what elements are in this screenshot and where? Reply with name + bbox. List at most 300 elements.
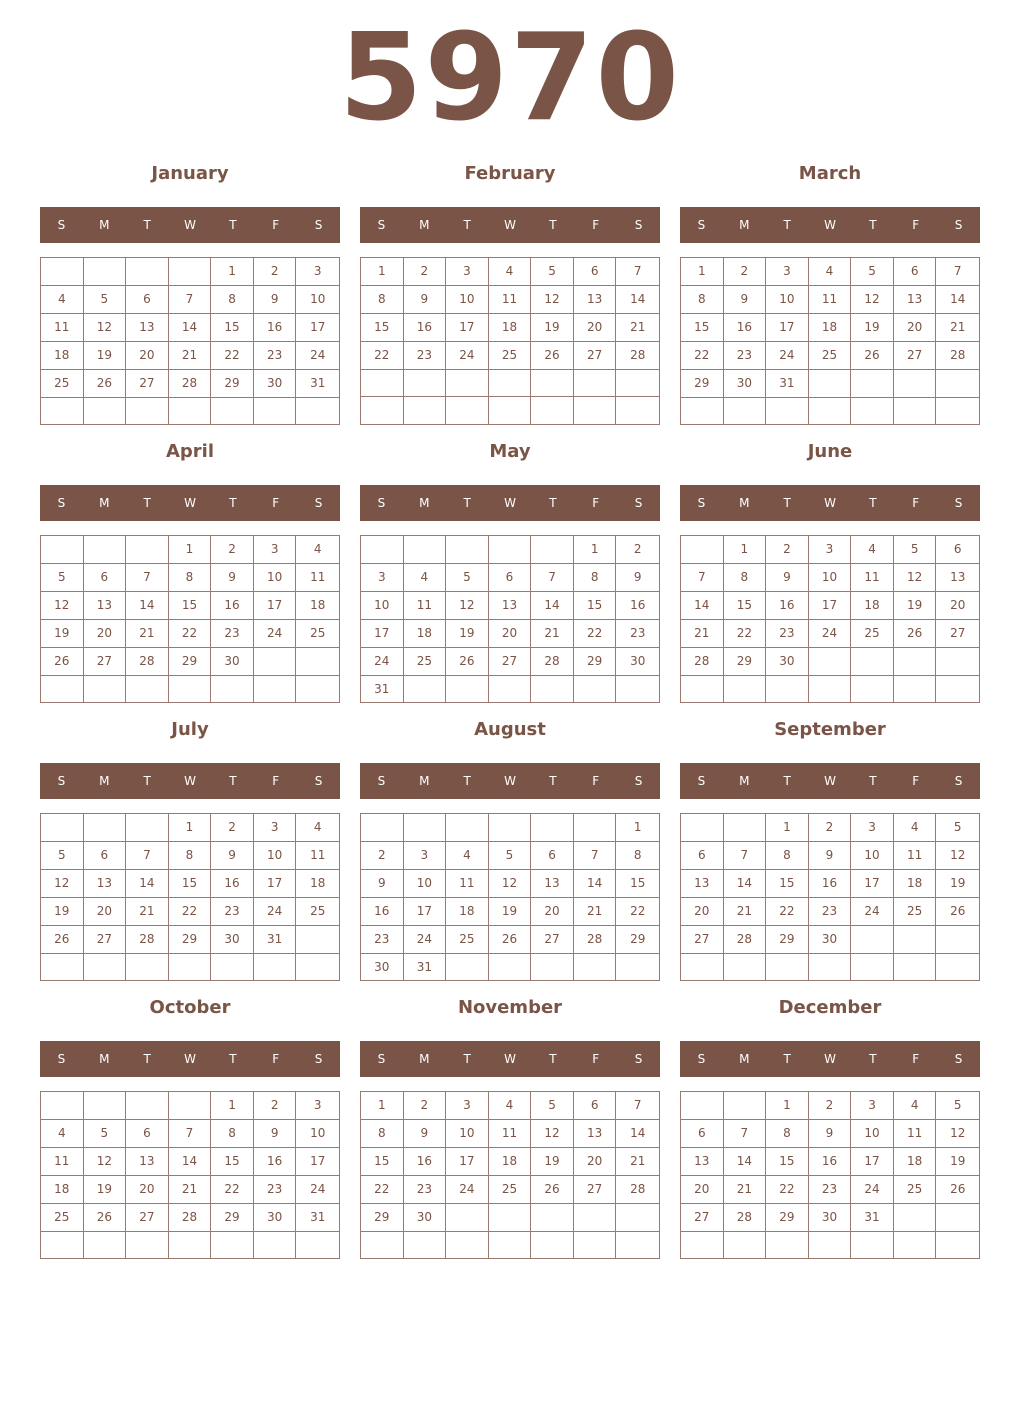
- day-cell: 19: [446, 620, 489, 648]
- weekday-label: S: [314, 774, 323, 788]
- day-cell: 2: [361, 842, 404, 870]
- empty-day-cell: [894, 398, 937, 424]
- day-cell: 15: [766, 870, 809, 898]
- weekday-label: T: [869, 496, 877, 510]
- weekday-label: M: [99, 1052, 110, 1066]
- day-cell: 4: [489, 1092, 532, 1120]
- day-cell: 3: [851, 1092, 894, 1120]
- day-cell: 16: [809, 1148, 852, 1176]
- day-cell: 2: [809, 814, 852, 842]
- empty-day-cell: [489, 676, 532, 703]
- empty-day-cell: [809, 648, 852, 676]
- empty-day-cell: [254, 1232, 297, 1258]
- empty-day-cell: [169, 1232, 212, 1258]
- day-cell: 9: [211, 564, 254, 592]
- empty-day-cell: [809, 954, 852, 980]
- day-cell: 5: [41, 842, 84, 870]
- day-cell: 30: [404, 1204, 447, 1232]
- day-cell: 26: [84, 1204, 127, 1232]
- day-grid: [40, 813, 340, 981]
- day-cell: 17: [851, 1148, 894, 1176]
- weekday-label: S: [954, 218, 963, 232]
- day-cell: 8: [724, 564, 767, 592]
- day-cell: 25: [809, 342, 852, 370]
- empty-day-cell: [681, 1092, 724, 1120]
- empty-day-cell: [211, 954, 254, 980]
- day-cell: 1: [724, 536, 767, 564]
- empty-day-cell: [894, 370, 937, 398]
- day-cell: 14: [126, 592, 169, 620]
- day-cell: 20: [681, 1176, 724, 1204]
- weekday-label: T: [549, 218, 557, 232]
- day-cell: 12: [894, 564, 937, 592]
- empty-day-cell: [296, 926, 339, 954]
- weekday-label: M: [419, 1052, 430, 1066]
- day-cell: 8: [211, 286, 254, 314]
- day-cell: 28: [681, 648, 724, 676]
- day-cell: 24: [254, 620, 297, 648]
- empty-day-cell: [894, 676, 937, 702]
- year-title: 5970: [339, 9, 681, 148]
- day-cell: 4: [404, 564, 447, 592]
- day-cell: 30: [254, 370, 297, 398]
- day-cell: 2: [404, 1092, 447, 1120]
- weekday-label: W: [184, 774, 196, 788]
- day-cell: 3: [404, 842, 447, 870]
- month-title: February: [464, 163, 556, 184]
- day-cell: 10: [296, 286, 339, 314]
- day-cell: 15: [211, 1148, 254, 1176]
- weekday-label: S: [697, 496, 706, 510]
- day-cell: 31: [296, 1204, 339, 1232]
- day-cell: 18: [894, 870, 937, 898]
- weekday-label: W: [184, 1052, 196, 1066]
- empty-day-cell: [489, 370, 532, 397]
- day-cell: 1: [211, 1092, 254, 1120]
- day-cell: 7: [724, 842, 767, 870]
- empty-day-cell: [84, 1092, 127, 1120]
- weekday-label: T: [143, 1052, 151, 1066]
- month-title: June: [807, 441, 853, 462]
- day-cell: 6: [894, 258, 937, 286]
- empty-day-cell: [254, 398, 297, 424]
- day-cell: 25: [296, 898, 339, 926]
- empty-day-cell: [446, 676, 489, 703]
- day-cell: 16: [254, 1148, 297, 1176]
- day-cell: 5: [936, 814, 979, 842]
- day-cell: 6: [84, 842, 127, 870]
- empty-day-cell: [489, 1204, 532, 1232]
- day-cell: 2: [254, 1092, 297, 1120]
- day-cell: 3: [766, 258, 809, 286]
- empty-day-cell: [41, 258, 84, 286]
- day-cell: 13: [489, 592, 532, 620]
- day-cell: 23: [616, 620, 659, 648]
- empty-day-cell: [489, 814, 532, 842]
- day-cell: 31: [766, 370, 809, 398]
- day-cell: 15: [766, 1148, 809, 1176]
- empty-day-cell: [809, 1232, 852, 1258]
- day-cell: 10: [809, 564, 852, 592]
- day-cell: 25: [41, 370, 84, 398]
- day-cell: 23: [404, 342, 447, 370]
- day-cell: 5: [84, 1120, 127, 1148]
- weekday-header: [40, 763, 340, 799]
- day-cell: 19: [41, 898, 84, 926]
- day-cell: 10: [851, 1120, 894, 1148]
- day-cell: 19: [84, 1176, 127, 1204]
- weekday-label: M: [99, 218, 110, 232]
- weekday-label: M: [739, 1052, 750, 1066]
- day-cell: 20: [574, 1148, 617, 1176]
- day-cell: 8: [169, 564, 212, 592]
- empty-day-cell: [616, 1232, 659, 1258]
- day-cell: 16: [404, 314, 447, 342]
- empty-day-cell: [126, 814, 169, 842]
- day-cell: 11: [296, 842, 339, 870]
- day-cell: 10: [851, 842, 894, 870]
- day-cell: 15: [361, 1148, 404, 1176]
- day-cell: 28: [574, 926, 617, 954]
- weekday-label: T: [229, 496, 237, 510]
- day-cell: 21: [126, 898, 169, 926]
- empty-day-cell: [361, 1232, 404, 1258]
- day-cell: 31: [851, 1204, 894, 1232]
- day-cell: 11: [446, 870, 489, 898]
- weekday-label: F: [272, 774, 280, 788]
- day-cell: 25: [894, 1176, 937, 1204]
- day-cell: 28: [616, 1176, 659, 1204]
- day-cell: 18: [404, 620, 447, 648]
- empty-day-cell: [936, 398, 979, 424]
- day-cell: 28: [126, 648, 169, 676]
- day-cell: 25: [404, 648, 447, 676]
- day-cell: 17: [361, 620, 404, 648]
- day-cell: 26: [446, 648, 489, 676]
- month-title: December: [778, 997, 882, 1018]
- day-cell: 22: [211, 1176, 254, 1204]
- weekday-label: F: [592, 496, 600, 510]
- weekday-label: T: [143, 774, 151, 788]
- day-cell: 29: [574, 648, 617, 676]
- day-cell: 14: [169, 314, 212, 342]
- weekday-label: T: [869, 774, 877, 788]
- weekday-label: F: [912, 218, 920, 232]
- empty-day-cell: [936, 1232, 979, 1258]
- weekday-label: T: [229, 1052, 237, 1066]
- day-cell: 10: [446, 286, 489, 314]
- day-cell: 14: [574, 870, 617, 898]
- day-cell: 24: [446, 342, 489, 370]
- month-title: May: [489, 441, 531, 462]
- empty-day-cell: [126, 258, 169, 286]
- empty-day-cell: [126, 954, 169, 980]
- empty-day-cell: [851, 398, 894, 424]
- day-cell: 19: [851, 314, 894, 342]
- day-cell: 30: [809, 1204, 852, 1232]
- day-cell: 6: [531, 842, 574, 870]
- day-cell: 6: [574, 258, 617, 286]
- empty-day-cell: [126, 676, 169, 702]
- day-cell: 5: [41, 564, 84, 592]
- day-cell: 13: [574, 1120, 617, 1148]
- weekday-label: S: [314, 496, 323, 510]
- day-cell: 18: [446, 898, 489, 926]
- day-cell: 9: [616, 564, 659, 592]
- empty-day-cell: [41, 814, 84, 842]
- day-cell: 24: [446, 1176, 489, 1204]
- day-cell: 4: [489, 258, 532, 286]
- empty-day-cell: [894, 954, 937, 980]
- day-cell: 18: [296, 870, 339, 898]
- day-cell: 10: [404, 870, 447, 898]
- empty-day-cell: [681, 676, 724, 702]
- day-cell: 1: [361, 258, 404, 286]
- day-grid: [680, 535, 980, 703]
- day-cell: 1: [766, 814, 809, 842]
- day-grid: [40, 535, 340, 703]
- empty-day-cell: [531, 370, 574, 397]
- empty-day-cell: [531, 1232, 574, 1258]
- day-cell: 16: [404, 1148, 447, 1176]
- empty-day-cell: [41, 1232, 84, 1258]
- day-cell: 18: [41, 1176, 84, 1204]
- day-cell: 8: [766, 842, 809, 870]
- weekday-label: T: [549, 496, 557, 510]
- weekday-label: S: [697, 774, 706, 788]
- empty-day-cell: [616, 954, 659, 981]
- day-cell: 17: [766, 314, 809, 342]
- empty-day-cell: [616, 676, 659, 703]
- weekday-label: S: [57, 1052, 66, 1066]
- month-title: November: [457, 997, 563, 1018]
- day-cell: 6: [681, 1120, 724, 1148]
- weekday-label: F: [272, 496, 280, 510]
- day-cell: 27: [681, 1204, 724, 1232]
- day-cell: 22: [211, 342, 254, 370]
- month-title: April: [165, 441, 215, 462]
- day-cell: 26: [531, 1176, 574, 1204]
- day-cell: 3: [851, 814, 894, 842]
- day-cell: 4: [851, 536, 894, 564]
- day-cell: 7: [616, 1092, 659, 1120]
- day-cell: 10: [254, 564, 297, 592]
- empty-day-cell: [296, 648, 339, 676]
- empty-day-cell: [936, 370, 979, 398]
- weekday-label: T: [463, 774, 471, 788]
- day-cell: 13: [574, 286, 617, 314]
- empty-day-cell: [936, 954, 979, 980]
- weekday-label: S: [57, 496, 66, 510]
- empty-day-cell: [84, 954, 127, 980]
- weekday-label: F: [912, 1052, 920, 1066]
- day-cell: 15: [616, 870, 659, 898]
- day-cell: 22: [766, 1176, 809, 1204]
- day-cell: 4: [809, 258, 852, 286]
- day-cell: 4: [894, 814, 937, 842]
- day-cell: 30: [616, 648, 659, 676]
- day-cell: 24: [296, 342, 339, 370]
- day-cell: 12: [936, 842, 979, 870]
- empty-day-cell: [254, 954, 297, 980]
- day-cell: 26: [851, 342, 894, 370]
- day-cell: 14: [724, 1148, 767, 1176]
- weekday-label: M: [739, 774, 750, 788]
- day-cell: 17: [254, 870, 297, 898]
- weekday-label: T: [143, 218, 151, 232]
- weekday-header: [680, 485, 980, 521]
- day-cell: 23: [254, 1176, 297, 1204]
- day-cell: 7: [531, 564, 574, 592]
- day-cell: 22: [681, 342, 724, 370]
- day-cell: 24: [766, 342, 809, 370]
- month-title: January: [151, 163, 229, 184]
- day-cell: 4: [296, 536, 339, 564]
- day-cell: 13: [681, 1148, 724, 1176]
- day-cell: 30: [766, 648, 809, 676]
- day-cell: 21: [724, 898, 767, 926]
- day-cell: 31: [361, 676, 404, 703]
- day-cell: 14: [531, 592, 574, 620]
- day-cell: 20: [489, 620, 532, 648]
- day-cell: 20: [531, 898, 574, 926]
- empty-day-cell: [894, 648, 937, 676]
- weekday-label: W: [824, 218, 836, 232]
- day-cell: 19: [936, 1148, 979, 1176]
- day-cell: 30: [361, 954, 404, 981]
- day-cell: 14: [936, 286, 979, 314]
- empty-day-cell: [84, 536, 127, 564]
- empty-day-cell: [574, 814, 617, 842]
- day-cell: 14: [616, 286, 659, 314]
- day-cell: 11: [296, 564, 339, 592]
- day-cell: 30: [211, 648, 254, 676]
- empty-day-cell: [169, 954, 212, 980]
- day-cell: 1: [169, 536, 212, 564]
- day-cell: 30: [724, 370, 767, 398]
- weekday-label: W: [504, 496, 516, 510]
- day-cell: 15: [169, 870, 212, 898]
- day-cell: 24: [254, 898, 297, 926]
- day-cell: 29: [681, 370, 724, 398]
- day-cell: 17: [809, 592, 852, 620]
- day-cell: 6: [126, 1120, 169, 1148]
- empty-day-cell: [126, 1092, 169, 1120]
- empty-day-cell: [851, 1232, 894, 1258]
- day-cell: 5: [894, 536, 937, 564]
- empty-day-cell: [446, 397, 489, 424]
- empty-day-cell: [894, 1232, 937, 1258]
- empty-day-cell: [531, 954, 574, 981]
- month-title: September: [774, 719, 886, 740]
- day-cell: 27: [681, 926, 724, 954]
- day-cell: 7: [169, 1120, 212, 1148]
- day-cell: 21: [169, 1176, 212, 1204]
- day-cell: 27: [126, 1204, 169, 1232]
- day-cell: 7: [724, 1120, 767, 1148]
- day-cell: 25: [296, 620, 339, 648]
- day-cell: 19: [531, 1148, 574, 1176]
- day-cell: 19: [489, 898, 532, 926]
- day-cell: 23: [404, 1176, 447, 1204]
- day-cell: 24: [851, 898, 894, 926]
- empty-day-cell: [766, 954, 809, 980]
- day-cell: 20: [126, 342, 169, 370]
- empty-day-cell: [616, 370, 659, 397]
- weekday-header: [680, 763, 980, 799]
- weekday-label: T: [463, 1052, 471, 1066]
- empty-day-cell: [724, 954, 767, 980]
- day-cell: 26: [489, 926, 532, 954]
- empty-day-cell: [766, 1232, 809, 1258]
- weekday-label: S: [634, 218, 643, 232]
- empty-day-cell: [404, 814, 447, 842]
- weekday-label: S: [634, 496, 643, 510]
- day-cell: 8: [616, 842, 659, 870]
- day-cell: 7: [574, 842, 617, 870]
- empty-day-cell: [126, 536, 169, 564]
- day-cell: 22: [574, 620, 617, 648]
- day-cell: 3: [254, 536, 297, 564]
- day-cell: 20: [84, 620, 127, 648]
- empty-day-cell: [851, 370, 894, 398]
- weekday-label: W: [504, 1052, 516, 1066]
- weekday-label: T: [783, 774, 791, 788]
- day-cell: 18: [809, 314, 852, 342]
- day-cell: 26: [936, 898, 979, 926]
- empty-day-cell: [254, 648, 297, 676]
- empty-day-cell: [296, 954, 339, 980]
- day-grid: [40, 1091, 340, 1259]
- empty-day-cell: [296, 676, 339, 702]
- day-cell: 3: [809, 536, 852, 564]
- day-cell: 2: [724, 258, 767, 286]
- empty-day-cell: [489, 536, 532, 564]
- day-cell: 2: [404, 258, 447, 286]
- empty-day-cell: [404, 397, 447, 424]
- empty-day-cell: [809, 370, 852, 398]
- day-cell: 30: [254, 1204, 297, 1232]
- day-grid: [360, 813, 660, 981]
- weekday-label: S: [634, 774, 643, 788]
- day-cell: 13: [936, 564, 979, 592]
- day-cell: 21: [169, 342, 212, 370]
- weekday-label: F: [912, 496, 920, 510]
- day-cell: 2: [211, 814, 254, 842]
- day-cell: 20: [574, 314, 617, 342]
- day-cell: 18: [851, 592, 894, 620]
- empty-day-cell: [489, 1232, 532, 1258]
- weekday-label: F: [272, 1052, 280, 1066]
- day-cell: 16: [616, 592, 659, 620]
- day-cell: 27: [574, 1176, 617, 1204]
- empty-day-cell: [84, 814, 127, 842]
- day-cell: 23: [809, 1176, 852, 1204]
- day-cell: 22: [169, 898, 212, 926]
- day-cell: 18: [894, 1148, 937, 1176]
- day-cell: 25: [446, 926, 489, 954]
- day-cell: 18: [41, 342, 84, 370]
- weekday-label: S: [634, 1052, 643, 1066]
- day-cell: 15: [361, 314, 404, 342]
- empty-day-cell: [404, 1232, 447, 1258]
- day-cell: 20: [681, 898, 724, 926]
- weekday-label: T: [869, 1052, 877, 1066]
- day-cell: 15: [681, 314, 724, 342]
- day-cell: 2: [254, 258, 297, 286]
- day-cell: 29: [766, 1204, 809, 1232]
- day-cell: 23: [809, 898, 852, 926]
